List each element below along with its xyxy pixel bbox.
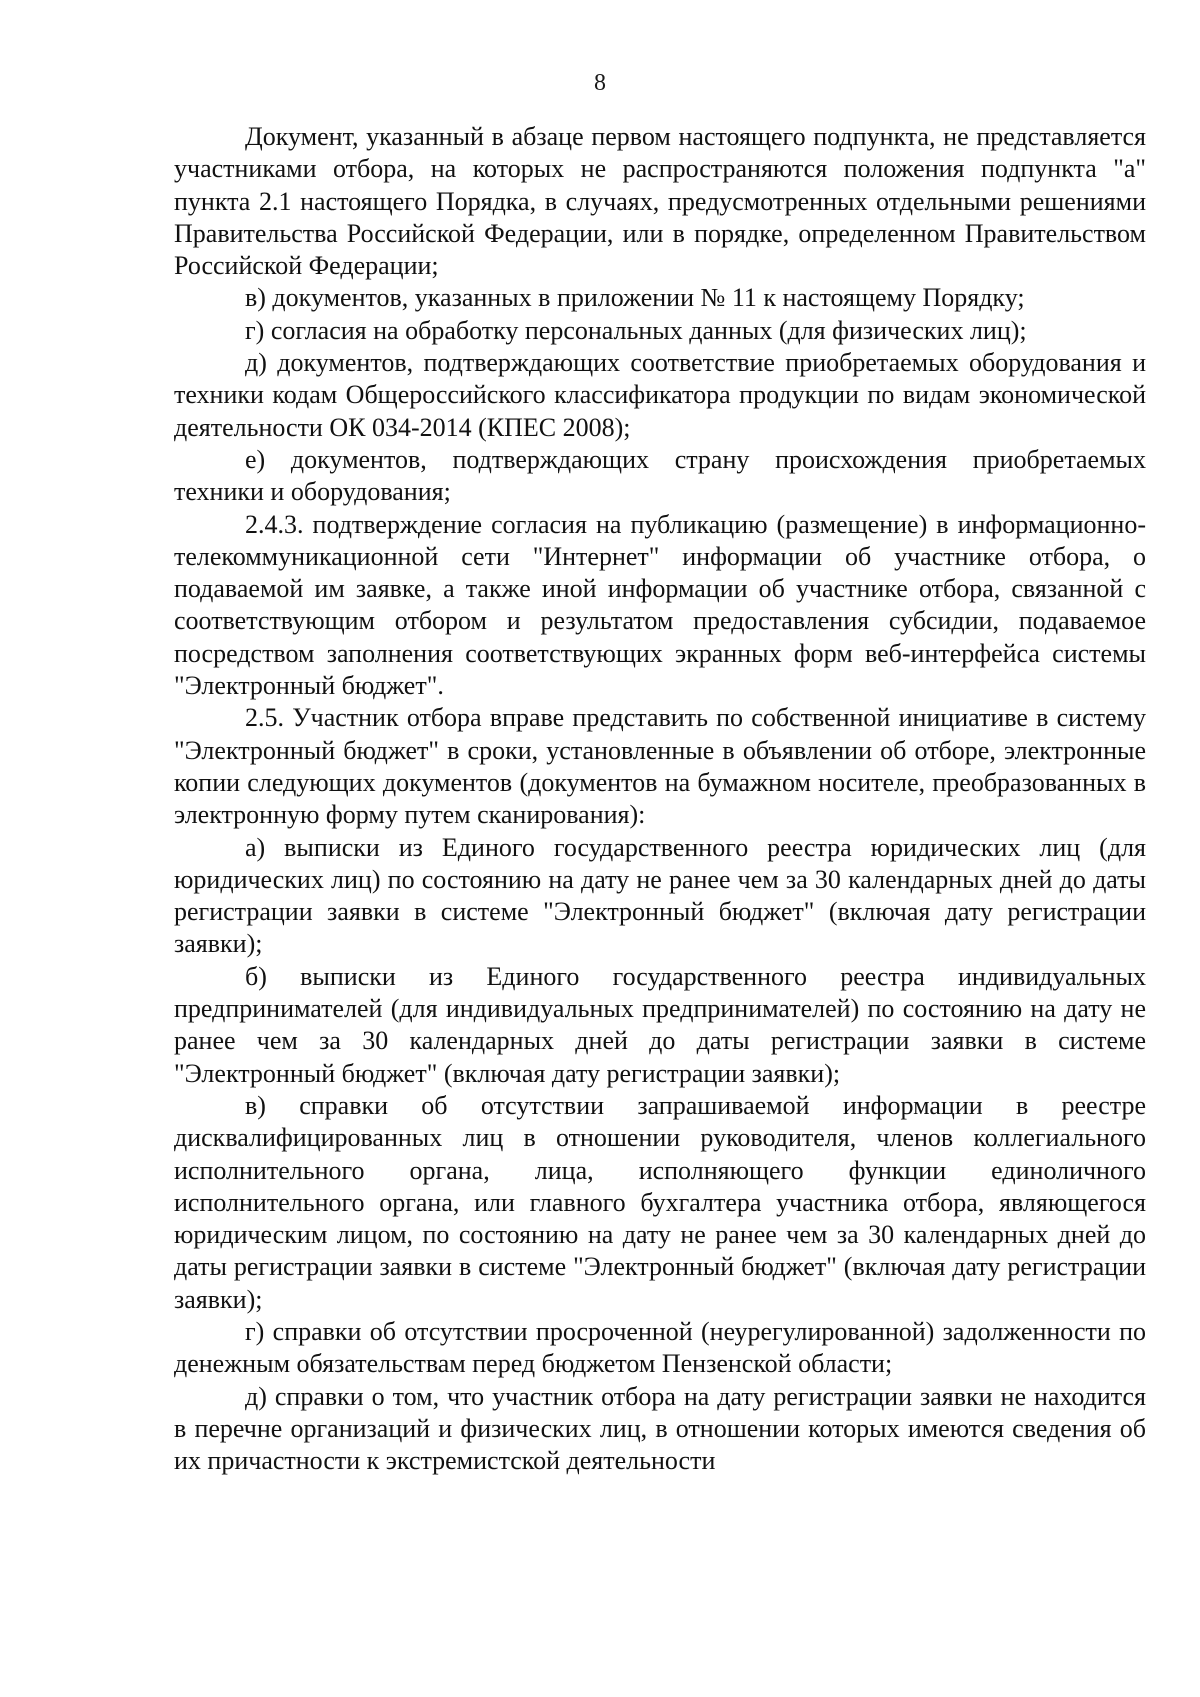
- paragraph-2-5-item-b: б) выписки из Единого государственного реестра индивидуальных предпринимателей (для индивидуальных предпринимателей) по состоянию на дату не ранее чем за 30 календарных дней до даты регистрации заявки в системе "Электронный бюджет" (включая дату регистрации заявки);: [174, 961, 1146, 1088]
- paragraph-item-v: в) документов, указанных в приложении № 11 к настоящему Порядку;: [245, 283, 1025, 313]
- paragraph-2-4-3: 2.4.3. подтверждение согласия на публикацию (размещение) в информационно-телекоммуникационной сети "Интернет" информации об участнике отбора, о подаваемой им заявке, а также иной информации об участнике отбора, связанной с соответствующим отбором и результатом предоставления субсидии, подаваемое посредством заполнения соответствующих экранных форм веб-интерфейса системы "Электронный бюджет".: [174, 509, 1146, 701]
- document-body: [174, 121, 1146, 1477]
- paragraph-2-5-item-v: в) справки об отсутствии запрашиваемой информации в реестре дисквалифицированных лиц в отношении руководителя, членов коллегиального исполнительного органа, лица, исполняющего функции единоличного исполнительного органа, или главного бухгалтера участника отбора, являющегося юридическим лицом, по состоянию на дату не ранее чем за 30 календарных дней до даты регистрации заявки в системе "Электронный бюджет" (включая дату регистрации заявки);: [174, 1090, 1146, 1314]
- paragraph-item-d: д) документов, подтверждающих соответствие приобретаемых оборудования и техники кодам Общероссийского классификатора продукции по видам экономической деятельности ОК 034-2014 (КПЕС 2008);: [174, 348, 1146, 442]
- paragraph-item-g: г) согласия на обработку персональных данных (для физических лиц);: [245, 315, 1027, 345]
- paragraph-2-5-item-d: д) справки о том, что участник отбора на дату регистрации заявки не находится в перечне организаций и физических лиц, в отношении которых имеются сведения об их причастности к экстремистской деятельности: [174, 1381, 1146, 1476]
- paragraph-2-5: 2.5. Участник отбора вправе представить по собственной инициативе в систему "Электронный бюджет" в сроки, установленные в объявлении об отборе, электронные копии следующих документов (документов на бумажном носителе, преобразованных в электронную форму путем сканирования):: [174, 703, 1146, 830]
- paragraph-item-e: е) документов, подтверждающих страну происхождения приобретаемых техники и оборудования;: [174, 444, 1146, 507]
- paragraph-2-5-item-a: а) выписки из Единого государственного реестра юридических лиц (для юридических лиц) по состоянию на дату не ранее чем за 30 календарных дней до даты регистрации заявки в системе "Электронный бюджет" (включая дату регистрации заявки);: [174, 832, 1146, 959]
- paragraph-2-5-item-g: г) справки об отсутствии просроченной (неурегулированной) задолженности по денежным обязательствам перед бюджетом Пензенской области;: [174, 1316, 1146, 1379]
- page-number: 8: [594, 70, 606, 96]
- paragraph-document-exemption: Документ, указанный в абзаце первом настоящего подпункта, не представляется участниками отбора, на которых не распространяются положения подпункта "а" пункта 2.1 настоящего Порядка, в случаях, предусмотренных отдельными решениями Правительства Российской Федерации, или в порядке, определенном Правительством Российской Федерации;: [174, 122, 1146, 281]
